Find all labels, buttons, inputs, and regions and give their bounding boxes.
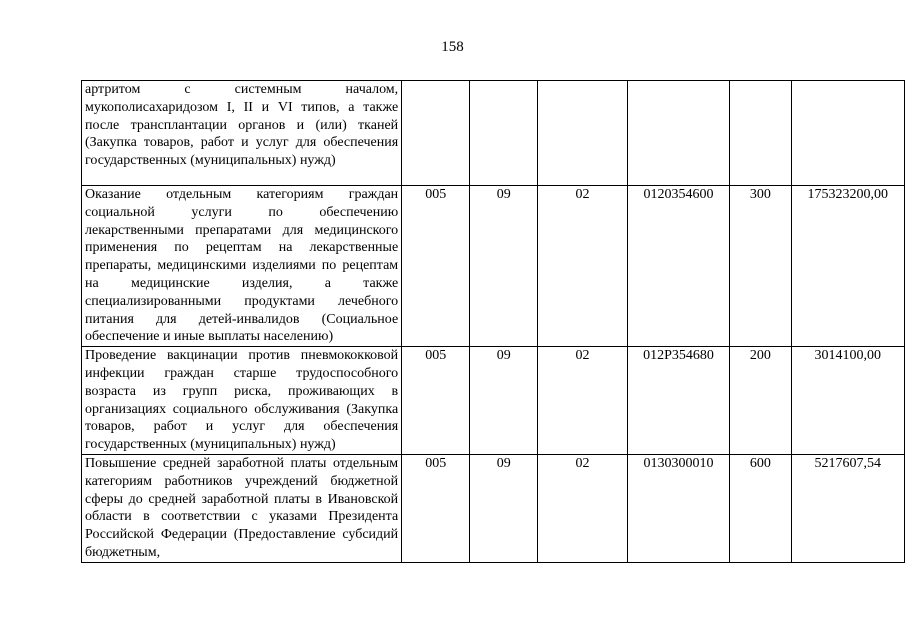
cell-csr: 012Р354680: [627, 347, 729, 455]
row-description-cell: [82, 454, 402, 562]
cell-gr: [402, 81, 470, 186]
cell-pr: 02: [538, 186, 628, 347]
row-description: артритом с системным началом, мукополисахаридозом I, II и VI типов, а также после трансплантации органов и (или) тканей (Закупка товаров, работ и услуг для обеспечения государственных (муниципальных) нужд): [85, 82, 399, 169]
cell-vr: 600: [730, 454, 791, 562]
page-number: 158: [441, 39, 464, 55]
row-description-cell: [82, 347, 402, 455]
cell-pr: 02: [538, 454, 628, 562]
cell-pr: 02: [538, 347, 628, 455]
cell-vr: [730, 81, 791, 186]
cell-amount: [791, 81, 904, 186]
cell-amount: 3014100,00: [791, 347, 904, 455]
budget-table: [81, 80, 905, 563]
table-row: [82, 454, 905, 562]
table-row: [82, 186, 905, 347]
cell-vr: 200: [730, 347, 791, 455]
row-description: Проведение вакцинации против пневмококковой инфекции граждан старше трудоспособного возраста из групп риска, проживающих в организациях социального обслуживания (Закупка товаров, работ и услуг для обеспечения государственных (муниципальных) нужд): [85, 348, 399, 453]
cell-vr: 300: [730, 186, 791, 347]
table-row: [82, 347, 905, 455]
cell-amount: 5217607,54: [791, 454, 904, 562]
cell-csr: 0130300010: [627, 454, 729, 562]
cell-rz: 09: [470, 454, 538, 562]
row-description: Повышение средней заработной платы отдельным категориям работников учреждений бюджетной сферы до средней заработной платы в Ивановской области в соответствии с указами Президента Российской Федерации (Предоставление субсидий бюджетным,: [85, 455, 399, 560]
cell-amount: 175323200,00: [791, 186, 904, 347]
cell-rz: 09: [470, 347, 538, 455]
cell-rz: [470, 81, 538, 186]
cell-csr: [627, 81, 729, 186]
cell-rz: 09: [470, 186, 538, 347]
cell-pr: [538, 81, 628, 186]
cell-gr: 005: [402, 347, 470, 455]
cell-csr: 0120354600: [627, 186, 729, 347]
row-description: Оказание отдельным категориям граждан социальной услуги по обеспечению лекарственными препаратами для медицинского применения по рецептам на лекарственные препараты, медицинскими изделиями по рецептам на медицинские изделия, а также специализированными продуктами лечебного питания для детей-инвалидов (Социальное обеспечение и иные выплаты населению): [85, 187, 399, 345]
row-description-cell: [82, 186, 402, 347]
row-description-cell: [82, 81, 402, 186]
table-row: [82, 81, 905, 186]
cell-gr: 005: [402, 454, 470, 562]
cell-gr: 005: [402, 186, 470, 347]
